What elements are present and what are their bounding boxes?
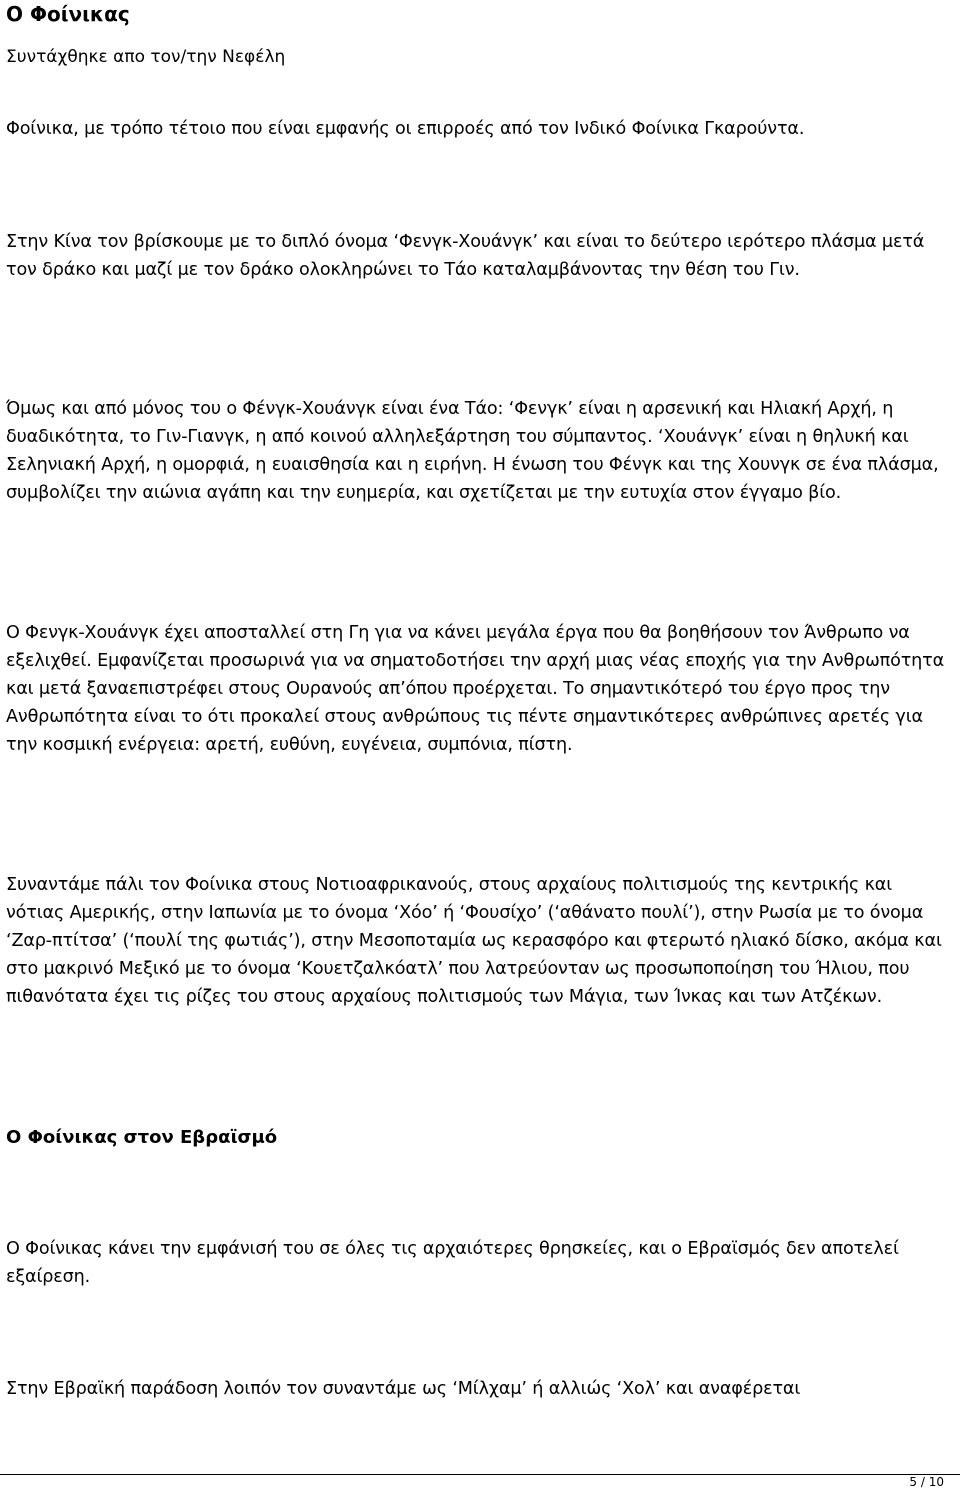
- page-number: 5 / 10: [909, 1475, 944, 1489]
- author-byline: Συντάχθηκε απο τον/την Νεφέλη: [6, 47, 286, 67]
- paragraph-judaism-intro: Ο Φοίνικας κάνει την εμφάνισή του σε όλες τις αρχαιότερες θρησκείες, και ο Εβραϊσμός δεν αποτελεί εξαίρεση.: [6, 1239, 899, 1287]
- paragraph-garuda: Φοίνικα, με τρόπο τέτοιο που είναι εμφανής οι επιρροές από τον Ινδικό Φοίνικα Γκαρούντα.: [6, 119, 805, 139]
- paragraph-china: Στην Κίνα τον βρίσκουμε με το διπλό όνομα ‘Φενγκ-Χουάνγκ’ και είναι το δεύτερο ιερότερο πλάσμα μετά τον δράκο και μαζί με τον δράκο ολοκληρώνει το Τάο καταλαμβάνοντας την θέση του Γιν.: [6, 232, 925, 280]
- footer-divider: [0, 1474, 960, 1475]
- paragraph-mission: Ο Φενγκ-Χουάνγκ έχει αποσταλλεί στη Γη για να κάνει μεγάλα έργα που θα βοηθήσουν τον Άνθρωπο να εξελιχθεί. Εμφανίζεται προσωρινά για να σηματοδοτήσει την αρχή μιας νέας εποχής για την Ανθρωπότητα και μετά ξαναεπιστρέφει στους Ουρανούς απ’όπου προέρχεται. Το σημαντικότερό του έργο προς την Ανθρωπότητα είναι το ότι προκαλεί στους ανθρώπους τις πέντε σημαντικότερες ανθρώπινες αρετές για την κοσμική ενέργεια: αρετή, ευθύνη, ευγένεια, συμπόνια, πίστη.: [6, 623, 945, 755]
- paragraph-hebrew-tradition: Στην Εβραϊκή παράδοση λοιπόν τον συναντάμε ως ‘Μίλχαμ’ ή αλλιώς ‘Χολ’ και αναφέρεται: [6, 1379, 801, 1399]
- page-title: Ο Φοίνικας: [6, 2, 130, 26]
- section-heading-judaism: Ο Φοίνικας στον Εβραϊσμό: [6, 1127, 278, 1148]
- paragraph-world-cultures: Συναντάμε πάλι τον Φοίνικα στους Νοτιοαφρικανούς, στους αρχαίους πολιτισμούς της κεντρικής και νότιας Αμερικής, στην Ιαπωνία με το όνομα ‘Χόο’ ή ‘Φουσίχο’ (‘αθάνατο πουλί’), στην Ρωσία με το όνομα ‘Ζαρ-πτίτσα’ (‘πουλί της φωτιάς’), στην Μεσοποταμία ως κερασφόρο και φτερωτό ηλιακό δίσκο, ακόμα και στο μακρινό Μεξικό με το όνομα ‘Κουετζαλκόατλ’ που λατρεύονταν ως προσωποποίηση του Ήλιου, που πιθανότατα έχει τις ρίζες του στους αρχαίους πολιτισμούς των Μάγια, των Ίνκας και των Ατζέκων.: [6, 875, 942, 1007]
- paragraph-tao: Όμως και από μόνος του ο Φένγκ-Χουάνγκ είναι ένα Τάο: ‘Φενγκ’ είναι η αρσενική και Ηλιακή Αρχή, η δυαδικότητα, το Γιν-Γιανγκ, η από κοινού αλληλεξάρτηση του σύμπαντος. ‘Χουάνγκ’ είναι η θηλυκή και Σεληνιακή Αρχή, η ομορφιά, η ευαισθησία και η ειρήνη. Η ένωση του Φένγκ και της Χουνγκ σε ένα πλάσμα, συμβολίζει την αιώνια αγάπη και την ευημερία, και σχετίζεται με την ευτυχία στον έγγαμο βίο.: [6, 399, 939, 503]
